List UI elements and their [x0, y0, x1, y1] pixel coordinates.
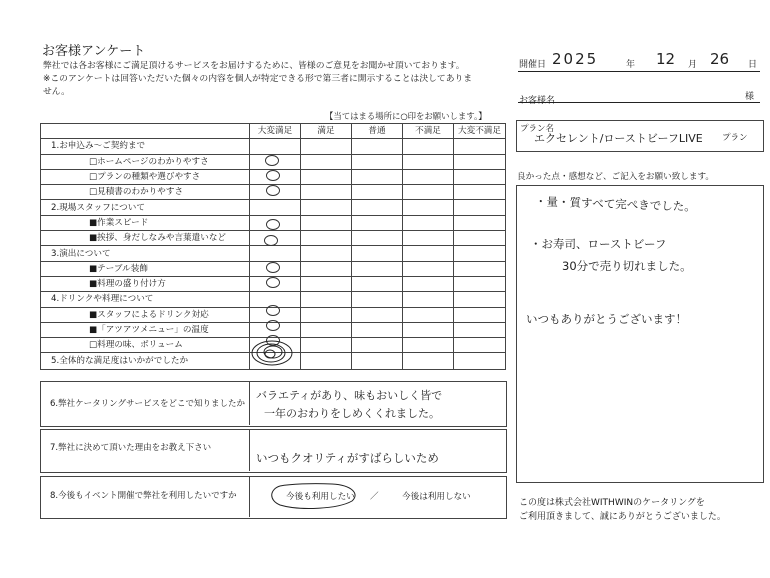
rating-header-dissatisfied: 不満足	[403, 124, 454, 139]
rating-cell[interactable]	[403, 231, 454, 246]
rating-cell[interactable]	[352, 307, 403, 322]
rating-mark-overall	[244, 336, 302, 370]
q8-divider	[249, 476, 250, 517]
rating-header-blank	[41, 124, 250, 139]
rating-cell[interactable]	[352, 215, 403, 230]
rating-cell[interactable]	[454, 185, 506, 200]
rating-cell[interactable]	[454, 322, 506, 337]
rating-item-label: □ホームページのわかりやすさ	[41, 154, 250, 169]
rating-section-row	[41, 139, 506, 154]
rating-cell[interactable]	[403, 139, 454, 154]
plan-suffix: プラン	[722, 133, 748, 143]
rating-header-neutral: 普通	[352, 124, 403, 139]
q6-label: 6.弊社ケータリングサービスをどこで知りましたか	[50, 399, 245, 409]
q8-separator: ／	[370, 492, 379, 502]
rating-section-row	[41, 246, 506, 261]
rating-cell[interactable]	[403, 322, 454, 337]
rating-section-label: 5.全体的な満足度はいかがでしたか	[41, 353, 250, 370]
rating-cell[interactable]	[454, 353, 506, 370]
rating-cell[interactable]	[352, 322, 403, 337]
rating-cell[interactable]	[301, 276, 352, 291]
event-date-day-unit: 日	[748, 60, 758, 70]
rating-cell[interactable]	[403, 307, 454, 322]
q6-answer-line-2[interactable]: 一年のおわりをしめくくれました。	[264, 407, 440, 420]
rating-mark-row-1	[265, 155, 279, 166]
rating-cell[interactable]	[352, 261, 403, 276]
intro-line-1: 弊社では各お客様にご満足頂けるサービスをお届けするために、皆様のご意見をお聞かせ頂いております。	[43, 61, 465, 71]
rating-cell[interactable]	[454, 307, 506, 322]
q8-option-continue[interactable]: 今後も利用したい	[286, 492, 355, 502]
rating-cell[interactable]	[301, 338, 352, 353]
rating-mark-row-8	[266, 262, 280, 273]
event-date-month[interactable]: 12	[656, 50, 676, 68]
event-date-year[interactable]: 2025	[552, 50, 599, 68]
rating-cell[interactable]	[454, 215, 506, 230]
rating-item-label: □見積書のわかりやすさ	[41, 185, 250, 200]
customer-name-label: お客様名	[519, 96, 556, 106]
event-date-label: 開催日	[519, 60, 547, 70]
rating-cell[interactable]	[403, 200, 454, 215]
rating-cell[interactable]	[403, 169, 454, 184]
rating-cell[interactable]	[454, 169, 506, 184]
rating-cell[interactable]	[454, 261, 506, 276]
rating-item-label: □料理の味、ボリューム	[41, 338, 250, 353]
rating-mark-row-6	[264, 235, 278, 246]
rating-cell[interactable]	[454, 154, 506, 169]
rating-cell[interactable]	[250, 246, 301, 261]
rating-cell[interactable]	[301, 169, 352, 184]
rating-header-very-satisfied: 大変満足	[250, 124, 301, 139]
rating-cell[interactable]	[352, 338, 403, 353]
rating-cell[interactable]	[403, 185, 454, 200]
q6-answer-line-1[interactable]: バラエティがあり、味もおいしく皆で	[256, 389, 443, 402]
rating-section-label: 1.お申込み～ご契約まで	[41, 139, 250, 154]
rating-cell[interactable]	[403, 246, 454, 261]
footer-line-1: この度は株式会社WITHWINのケータリングを	[519, 498, 705, 508]
event-date-day[interactable]: 26	[710, 50, 730, 68]
rating-item-label: ■料理の盛り付け方	[41, 276, 250, 291]
q7-divider	[249, 429, 250, 471]
customer-name-suffix: 様	[745, 92, 755, 102]
rating-cell[interactable]	[352, 200, 403, 215]
rating-cell[interactable]	[403, 215, 454, 230]
rating-mark-row-3	[266, 185, 280, 196]
feedback-label: 良かった点・感想など、ご記入をお願い致します。	[517, 172, 714, 182]
rating-cell[interactable]	[301, 154, 352, 169]
rating-mark-row-12	[266, 320, 280, 331]
rating-item-label: ■テーブル装飾	[41, 261, 250, 276]
intro-line-3: せん。	[43, 87, 70, 97]
rating-cell[interactable]	[454, 246, 506, 261]
rating-cell[interactable]	[250, 200, 301, 215]
rating-item-label: ■作業スピード	[41, 215, 250, 230]
feedback-line-2: ・お寿司、ローストビーフ	[530, 237, 667, 251]
feedback-line-4: いつもありがとうございます！	[526, 312, 687, 326]
rating-cell[interactable]	[454, 200, 506, 215]
rating-cell[interactable]	[301, 215, 352, 230]
rating-cell[interactable]	[301, 261, 352, 276]
rating-cell[interactable]	[352, 246, 403, 261]
rating-cell[interactable]	[250, 139, 301, 154]
q7-answer[interactable]: いつもクオリティがすばらしいため	[256, 451, 439, 465]
rating-cell[interactable]	[352, 169, 403, 184]
rating-cell[interactable]	[301, 139, 352, 154]
rating-cell[interactable]	[352, 353, 403, 370]
rating-cell[interactable]	[454, 276, 506, 291]
feedback-line-1: ・量・質すべて完ぺきでした。	[534, 194, 696, 214]
rating-section-label: 3.演出について	[41, 246, 250, 261]
rating-cell[interactable]	[301, 307, 352, 322]
rating-cell[interactable]	[352, 185, 403, 200]
rating-mark-row-5	[266, 219, 280, 230]
rating-cell[interactable]	[403, 261, 454, 276]
rating-cell[interactable]	[301, 200, 352, 215]
rating-item-label: ■挨拶、身だしなみや言葉遣いなど	[41, 231, 250, 246]
rating-item-label: □プランの種類や選びやすさ	[41, 169, 250, 184]
rating-cell[interactable]	[301, 246, 352, 261]
rating-cell[interactable]	[454, 139, 506, 154]
rating-section-label: 2.現場スタッフについて	[41, 200, 250, 215]
q8-selection-mark	[266, 480, 362, 510]
rating-cell[interactable]	[454, 338, 506, 353]
q6-divider	[249, 381, 250, 425]
rating-cell[interactable]	[403, 338, 454, 353]
feedback-box[interactable]	[516, 185, 764, 483]
rating-cell[interactable]	[301, 292, 352, 307]
rating-mark-row-9	[266, 277, 280, 288]
rating-header-row	[41, 124, 506, 139]
rating-cell[interactable]	[301, 353, 352, 370]
survey-title: お客様アンケート	[42, 44, 146, 59]
rating-cell[interactable]	[403, 353, 454, 370]
rating-mark-row-2	[266, 170, 280, 181]
q7-label: 7.弊社に決めて頂いた理由をお教え下さい	[50, 443, 212, 453]
rating-header-very-dissatisfied: 大変不満足	[454, 124, 506, 139]
q8-label: 8.今後もイベント開催で弊社を利用したいですか	[50, 491, 237, 501]
event-date-year-unit: 年	[626, 60, 636, 70]
rating-cell[interactable]	[403, 154, 454, 169]
rating-item-label: ■「アツアツメニュー」の温度	[41, 322, 250, 337]
rating-cell[interactable]	[403, 292, 454, 307]
rating-cell[interactable]	[352, 292, 403, 307]
rating-cell[interactable]	[301, 185, 352, 200]
rating-section-label: 4.ドリンクや料理について	[41, 292, 250, 307]
feedback-line-3: 30分で売り切れました。	[562, 259, 692, 273]
rating-section-row	[41, 200, 506, 215]
rating-item-label: ■スタッフによるドリンク対応	[41, 307, 250, 322]
intro-line-2: ※このアンケートは回答いただいた個々の内容を個人が特定できる形で第三者に開示することは決してありま	[43, 74, 473, 84]
rating-cell[interactable]	[352, 276, 403, 291]
rating-cell[interactable]	[403, 276, 454, 291]
footer-line-2: ご利用頂きまして、誠にありがとうございました。	[519, 512, 726, 522]
rating-cell[interactable]	[454, 292, 506, 307]
rating-cell[interactable]	[352, 231, 403, 246]
rating-header-satisfied: 満足	[301, 124, 352, 139]
rating-cell[interactable]	[352, 139, 403, 154]
rating-mark-row-11	[266, 305, 280, 316]
rating-cell[interactable]	[454, 231, 506, 246]
q8-option-stop[interactable]: 今後は利用しない	[402, 492, 471, 502]
rating-cell[interactable]	[301, 322, 352, 337]
table-instruction: 【当てはまる場所に○印をお願いします。】	[325, 111, 487, 121]
event-date-month-unit: 月	[688, 60, 698, 70]
rating-cell[interactable]	[352, 154, 403, 169]
rating-cell[interactable]	[301, 231, 352, 246]
plan-label: プラン名	[520, 124, 555, 134]
plan-value[interactable]: エクセレント/ローストビーフLIVE	[534, 132, 703, 145]
